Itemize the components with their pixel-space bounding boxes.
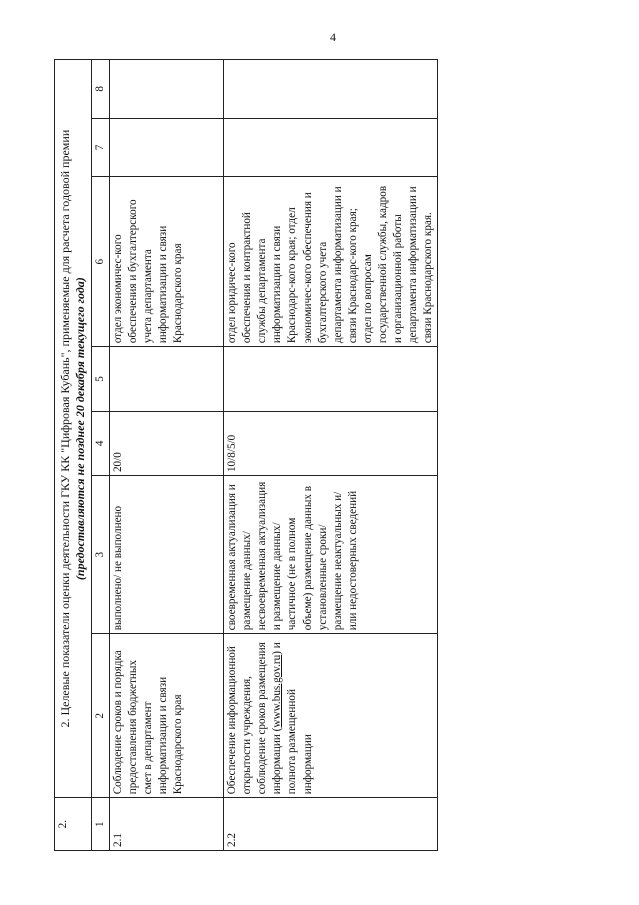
- bus-gov-link[interactable]: www.bus.gov.ru: [271, 654, 284, 728]
- responsible-cell: отдел экономичес-кого обеспечения и бухгалтерского учета департамента информатизации и связи Краснодарского края: [110, 177, 224, 347]
- col8-cell: [224, 60, 438, 119]
- indicators-table: [54, 59, 438, 851]
- table-row: [110, 60, 224, 851]
- points-cell: 10/8/5/0: [224, 411, 438, 475]
- col-number-2: 2: [92, 634, 110, 798]
- section-title: 2. Целевые показатели оценки деятельности ГКУ КК "Цифровая Кубань", применяемые для расчета годовой премии: [58, 129, 72, 728]
- col-number-3: 3: [92, 476, 110, 634]
- section-subtitle: (предоставляются не позднее 20 декабря текущего года): [73, 277, 87, 581]
- col-number-1: 1: [92, 798, 110, 851]
- col-number-4: 4: [92, 411, 110, 475]
- col7-cell: [224, 118, 438, 177]
- row-number: 2.1: [110, 798, 224, 851]
- col5-cell: [110, 347, 224, 411]
- criteria-cell: своевременная актуализация и размещение данных/ несвоевременная актуализация и размещение данных/ частичное (не в полном объеме) размещение данных в установленные сроки/ размещение неактуальных и/или недостоверных сведений: [224, 476, 438, 634]
- col-number-5: 5: [92, 347, 110, 411]
- indicator-cell: [224, 634, 438, 798]
- section-header-row: [55, 60, 92, 851]
- responsible-cell: отдел юридичес-кого обеспечения и контрактной службы департамента информатизации и связи Краснодарс-кого края; отдел экономичес-кого обеспечения и бухгалтерского учета департамента информатизации и связи Краснодарс-кого края; отдел по вопросам государственной службы, кадров и организационной работы департамента информатизации и связи Краснодарского края.: [224, 177, 438, 347]
- points-cell: 20/0: [110, 411, 224, 475]
- col8-cell: [110, 60, 224, 119]
- page-number: 4: [330, 30, 336, 44]
- col-number-6: 6: [92, 177, 110, 347]
- section-title-cell: [55, 60, 92, 798]
- col7-cell: [110, 118, 224, 177]
- rotated-table-area: [54, 59, 594, 851]
- indicator-text-part2: ) и полнота размещенной информации: [271, 642, 314, 795]
- col-number-8: 8: [92, 60, 110, 119]
- column-numbers-row: [92, 60, 110, 851]
- col-number-7: 7: [92, 118, 110, 177]
- indicator-cell: Соблюдение сроков и порядка предоставления бюджетных смет в департамент информатизации и связи Краснодарского края: [110, 634, 224, 798]
- col5-cell: [224, 347, 438, 411]
- criteria-cell: выполнено/ не выполнено: [110, 476, 224, 634]
- row-number: 2.2: [224, 798, 438, 851]
- indicator-text-part1: Обеспечение информационной открытости учреждения, соблюдение сроков размещения информации (: [226, 642, 284, 795]
- section-number: 2.: [55, 798, 92, 851]
- table-row: [224, 60, 438, 851]
